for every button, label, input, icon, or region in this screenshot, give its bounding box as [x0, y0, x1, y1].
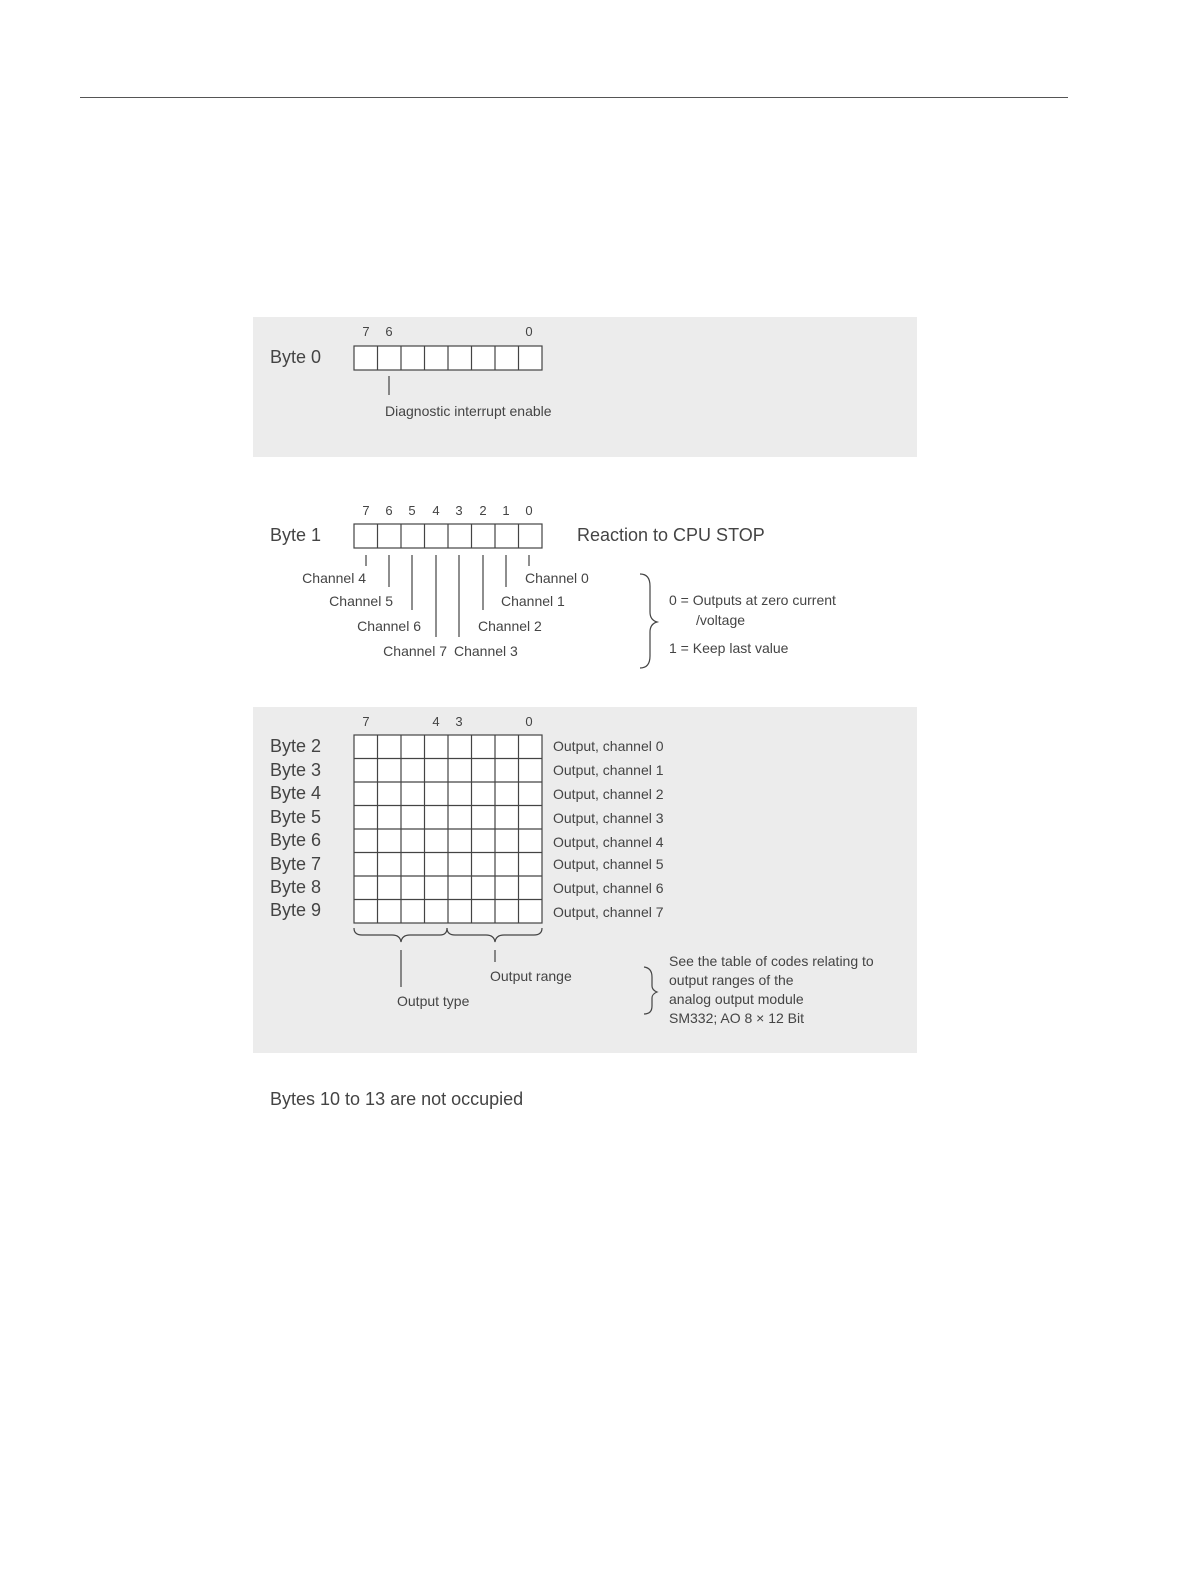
note-line3: analog output module — [669, 991, 804, 1007]
byte6-label: Byte 6 — [270, 830, 322, 850]
output-channel-2: Output, channel 2 — [553, 786, 664, 802]
diagnostic-interrupt-label: Diagnostic interrupt enable — [385, 403, 552, 419]
output-range-label: Output range — [490, 968, 572, 984]
grid-bit-3: 3 — [455, 714, 463, 729]
byte1-label: Byte 1 — [270, 525, 322, 545]
note-brace — [644, 967, 657, 1014]
reaction-cpu-stop-title: Reaction to CPU STOP — [577, 525, 765, 545]
legend-zero-line1: 0 = Outputs at zero current — [669, 592, 836, 608]
byte0-bit-0: 0 — [525, 324, 533, 339]
byte7-label: Byte 7 — [270, 854, 322, 874]
byte0-bit-6: 6 — [385, 324, 393, 339]
note-line2: output ranges of the — [669, 972, 794, 988]
byte4-label: Byte 4 — [270, 783, 322, 803]
channel-6-label: Channel 6 — [357, 618, 421, 634]
output-channel-7: Output, channel 7 — [553, 904, 664, 920]
byte1-bit-3: 3 — [455, 503, 463, 518]
channel-3-label: Channel 3 — [454, 643, 518, 659]
grid-bit-7: 7 — [362, 714, 370, 729]
legend-one: 1 = Keep last value — [669, 640, 789, 656]
byte0-register — [354, 346, 542, 370]
byte3-label: Byte 3 — [270, 760, 322, 780]
byte1-bit-0: 0 — [525, 503, 533, 518]
output-channel-5: Output, channel 5 — [553, 856, 664, 872]
grid-bit-0: 0 — [525, 714, 533, 729]
byte0-bit-7: 7 — [362, 324, 370, 339]
byte8-label: Byte 8 — [270, 877, 322, 897]
output-channel-6: Output, channel 6 — [553, 880, 664, 896]
output-channel-4: Output, channel 4 — [553, 834, 664, 850]
byte5-label: Byte 5 — [270, 807, 322, 827]
byte1-register — [354, 524, 542, 548]
channel-7-label: Channel 7 — [383, 643, 447, 659]
output-channel-0: Output, channel 0 — [553, 738, 664, 754]
channel-4-label: Channel 4 — [302, 570, 366, 586]
output-range-brace — [447, 928, 542, 942]
channel-5-label: Channel 5 — [329, 593, 393, 609]
byte1-bit-7: 7 — [362, 503, 370, 518]
byte2-label: Byte 2 — [270, 736, 322, 756]
grid-bit-4: 4 — [432, 714, 440, 729]
channel-2-label: Channel 2 — [478, 618, 542, 634]
byte1-bit-4: 4 — [432, 503, 440, 518]
channel-1-label: Channel 1 — [501, 593, 565, 609]
byte1-legend-brace — [640, 574, 657, 668]
bytes2to9-grid — [354, 735, 542, 923]
note-line1: See the table of codes relating to — [669, 953, 874, 969]
unoccupied-bytes-note: Bytes 10 to 13 are not occupied — [270, 1089, 524, 1109]
byte1-bit-5: 5 — [408, 503, 416, 518]
output-channel-3: Output, channel 3 — [553, 810, 664, 826]
output-channel-1: Output, channel 1 — [553, 762, 664, 778]
channel-0-label: Channel 0 — [525, 570, 589, 586]
byte1-bit-2: 2 — [479, 503, 487, 518]
note-line4: SM332; AO 8 × 12 Bit — [669, 1010, 805, 1026]
output-type-brace — [354, 928, 447, 942]
byte1-bit-6: 6 — [385, 503, 393, 518]
byte0-label: Byte 0 — [270, 347, 322, 367]
legend-zero-line2: /voltage — [696, 612, 746, 628]
output-type-label: Output type — [397, 993, 470, 1009]
byte1-bit-1: 1 — [502, 503, 510, 518]
byte9-label: Byte 9 — [270, 900, 322, 920]
